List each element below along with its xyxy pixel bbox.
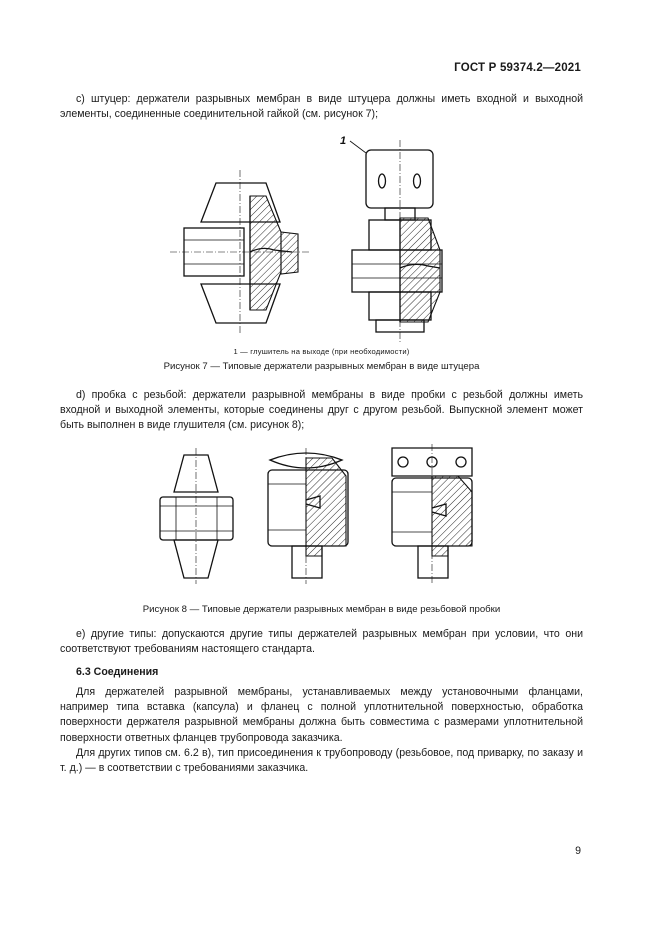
- fig8-left-view: [160, 448, 233, 584]
- document-header: ГОСТ Р 59374.2—2021: [454, 62, 581, 74]
- figure-8-caption: Рисунок 8 — Типовые держатели разрывных мембран в виде резьбовой пробки: [142, 604, 501, 615]
- fig8-middle-view: [268, 448, 348, 584]
- item-e-paragraph: е) другие типы: допускаются другие типы держателей разрывных мембран при условии, что они соответствуют требованиям настоящего стандарта.: [60, 628, 583, 656]
- fig7-callout-number: 1: [340, 135, 347, 147]
- section-6-3-title: 6.3 Соединения: [76, 666, 159, 678]
- section-6-3-paragraph-1: Для держателей разрывной мембраны, устанавливаемых между установочными фланцами, например типа вставка (капсула) и фланец с полной уплотнительной поверхностью, обработка поверхности держателя разрывной мембраны должна быть совместима с размерами уплотнительной поверхности ответных фланцев трубопровода заказчика.: [60, 686, 583, 744]
- page-number: 9: [575, 845, 581, 857]
- item-d-paragraph: d) пробка с резьбой: держатели разрывной мембраны в виде пробки с резьбой должны иметь входной и выходной элементы, которые соединены друг с другом резьбой. Выпускной элемент может быть выполнен в виде глушителя (см. рисунок 8);: [60, 389, 583, 432]
- item-c-paragraph: с) штуцер: держатели разрывных мембран в виде штуцера должны иметь входной и выходной элементы, соединенные соединительной гайкой (см. рисунок 7);: [60, 93, 583, 121]
- figure-7-caption: Рисунок 7 — Типовые держатели разрывных мембран в виде штуцера: [163, 361, 480, 372]
- figure-7-legend: 1 — глушитель на выходе (при необходимости): [233, 347, 410, 356]
- fig8-right-view: [392, 444, 472, 584]
- section-6-3-paragraph-2: Для других типов см. 6.2 в), тип присоединения к трубопроводу (резьбовое, под приварку, по заказу и т. д.) — в соответствии с требованиями заказчика.: [60, 747, 583, 775]
